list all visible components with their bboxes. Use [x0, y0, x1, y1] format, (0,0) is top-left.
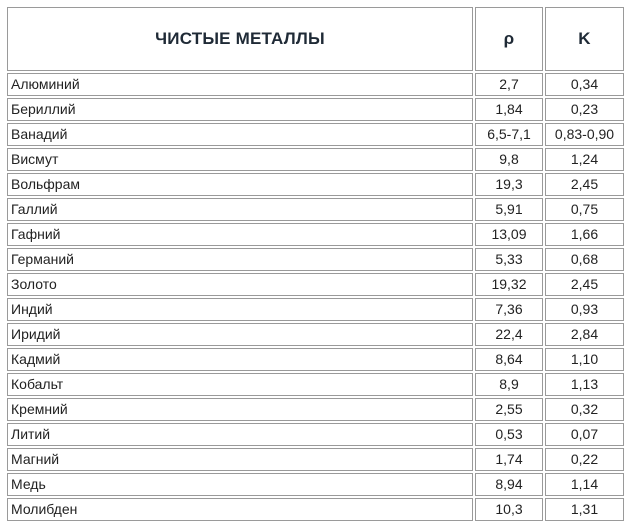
table-row [7, 148, 624, 171]
density-cell: 6,5-7,1 [475, 123, 543, 146]
metal-name-cell: Иридий [7, 323, 473, 346]
density-cell: 19,32 [475, 273, 543, 296]
table-row [7, 273, 624, 296]
metal-name-cell: Кадмий [7, 348, 473, 371]
coefficient-cell: 0,23 [545, 98, 624, 121]
coefficient-cell: 0,93 [545, 298, 624, 321]
table-row [7, 448, 624, 471]
table-row [7, 73, 624, 96]
density-cell: 2,7 [475, 73, 543, 96]
density-cell: 22,4 [475, 323, 543, 346]
density-cell: 8,9 [475, 373, 543, 396]
metal-name-cell: Бериллий [7, 98, 473, 121]
density-cell: 0,53 [475, 423, 543, 446]
table-row [7, 98, 624, 121]
coefficient-cell: 0,34 [545, 73, 624, 96]
metals-table [5, 5, 626, 523]
metal-name-cell: Кремний [7, 398, 473, 421]
density-cell: 8,94 [475, 473, 543, 496]
density-cell: 2,55 [475, 398, 543, 421]
coefficient-cell: 0,75 [545, 198, 624, 221]
metal-name-cell: Молибден [7, 498, 473, 521]
density-cell: 8,64 [475, 348, 543, 371]
coefficient-cell: 0,68 [545, 248, 624, 271]
header-density: ρ [475, 7, 543, 71]
table-row [7, 123, 624, 146]
table-row [7, 198, 624, 221]
density-cell: 5,91 [475, 198, 543, 221]
density-cell: 10,3 [475, 498, 543, 521]
density-cell: 5,33 [475, 248, 543, 271]
metal-name-cell: Вольфрам [7, 173, 473, 196]
metal-name-cell: Висмут [7, 148, 473, 171]
coefficient-cell: 0,07 [545, 423, 624, 446]
metal-name-cell: Ванадий [7, 123, 473, 146]
metal-name-cell: Гафний [7, 223, 473, 246]
coefficient-cell: 1,31 [545, 498, 624, 521]
table-row [7, 423, 624, 446]
table-row [7, 473, 624, 496]
density-cell: 9,8 [475, 148, 543, 171]
table-header-row [7, 7, 624, 71]
metal-name-cell: Германий [7, 248, 473, 271]
table-row [7, 298, 624, 321]
coefficient-cell: 1,14 [545, 473, 624, 496]
density-cell: 1,74 [475, 448, 543, 471]
table-row [7, 248, 624, 271]
table-row [7, 398, 624, 421]
coefficient-cell: 1,13 [545, 373, 624, 396]
coefficient-cell: 0,22 [545, 448, 624, 471]
metal-name-cell: Алюминий [7, 73, 473, 96]
metal-name-cell: Магний [7, 448, 473, 471]
table-row [7, 173, 624, 196]
coefficient-cell: 1,10 [545, 348, 624, 371]
density-cell: 7,36 [475, 298, 543, 321]
coefficient-cell: 0,32 [545, 398, 624, 421]
metal-name-cell: Литий [7, 423, 473, 446]
header-coefficient: K [545, 7, 624, 71]
metal-name-cell: Кобальт [7, 373, 473, 396]
coefficient-cell: 1,66 [545, 223, 624, 246]
coefficient-cell: 0,83-0,90 [545, 123, 624, 146]
coefficient-cell: 1,24 [545, 148, 624, 171]
coefficient-cell: 2,45 [545, 273, 624, 296]
table-body [7, 73, 624, 521]
coefficient-cell: 2,45 [545, 173, 624, 196]
header-pure-metals: ЧИСТЫЕ МЕТАЛЛЫ [7, 7, 473, 71]
metal-name-cell: Индий [7, 298, 473, 321]
metal-name-cell: Золото [7, 273, 473, 296]
density-cell: 13,09 [475, 223, 543, 246]
density-cell: 19,3 [475, 173, 543, 196]
table-row [7, 223, 624, 246]
coefficient-cell: 2,84 [545, 323, 624, 346]
density-cell: 1,84 [475, 98, 543, 121]
table-row [7, 323, 624, 346]
table-row [7, 348, 624, 371]
table-row [7, 373, 624, 396]
metal-name-cell: Галлий [7, 198, 473, 221]
metal-name-cell: Медь [7, 473, 473, 496]
